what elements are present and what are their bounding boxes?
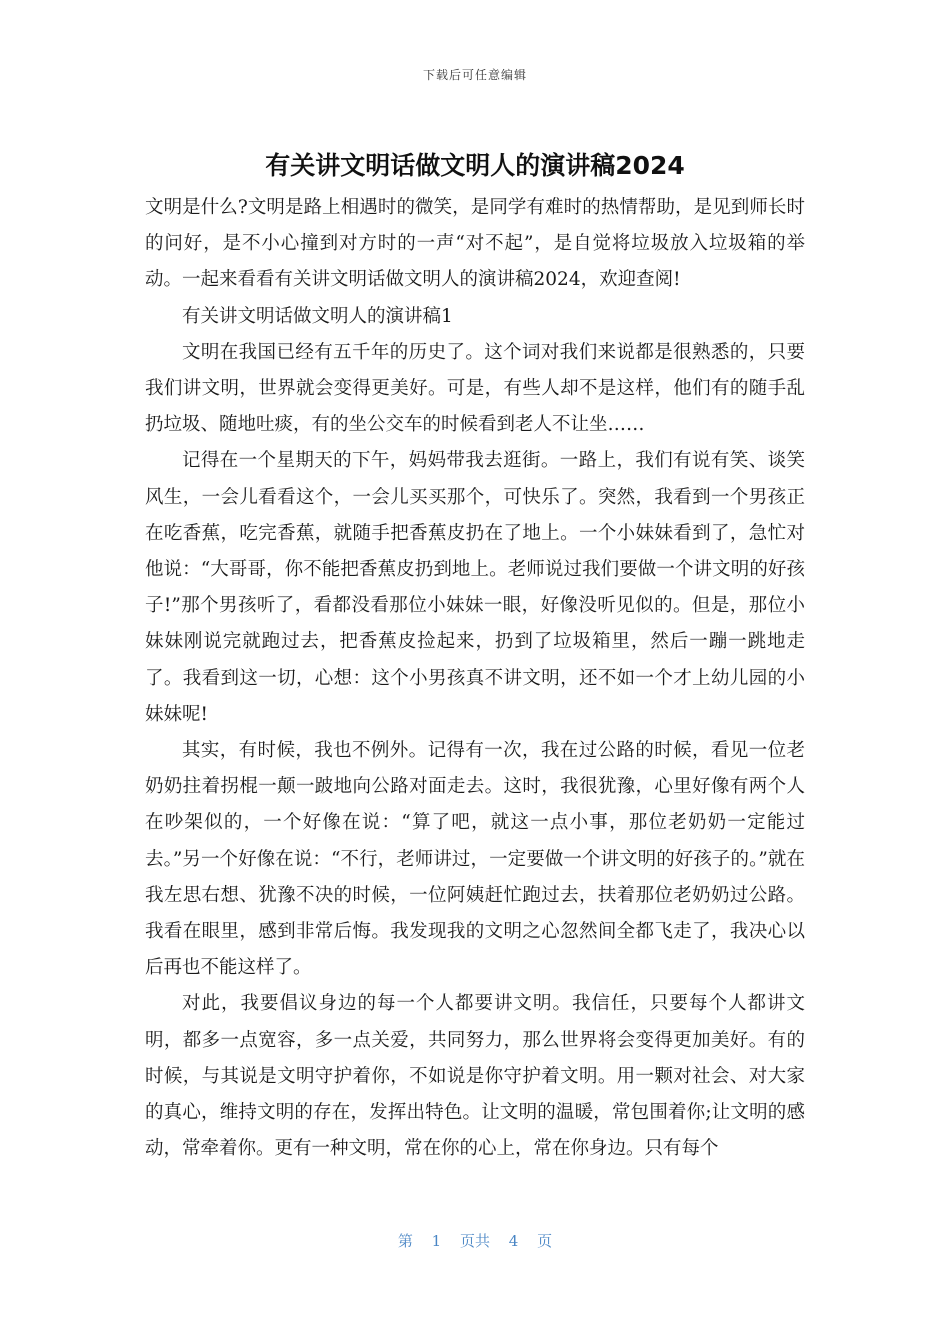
- page-number-footer: 第 1 页共 4 页: [397, 1232, 553, 1250]
- body-paragraph: 文明在我国已经有五千年的历史了。这个词对我们来说都是很熟悉的，只要我们讲文明，世界就会变得更美好。可是，有些人却不是这样，他们有的随手乱扔垃圾、随地吐痰，有的坐公交车的时候看到老人不让坐……: [145, 341, 805, 436]
- body-paragraph: 对此，我要倡议身边的每一个人都要讲文明。我信任，只要每个人都讲文明，都多一点宽容，多一点关爱，共同努力，那么世界将会变得更加美好。有的时候，与其说是文明守护着你，不如说是你守护着文明。用一颗对社会、对大家的真心，维持文明的存在，发挥出特色。让文明的温暖，常包围着你;让文明的感动，常牵着你。更有一种文明，常在你的心上，常在你身边。只有每个: [145, 993, 805, 1160]
- document-body: [145, 190, 805, 1167]
- body-paragraph: 其实，有时候，我也不例外。记得有一次，我在过公路的时候，看见一位老奶奶拄着拐棍一颠一跛地向公路对面走去。这时，我很犹豫，心里好像有两个人在吵架似的，一个好像在说：“算了吧，就这一点小事，那位老奶奶一定能过去。”另一个好像在说：“不行，老师讲过，一定要做一个讲文明的好孩子的。”就在我左思右想、犹豫不决的时候，一位阿姨赶忙跑过去，扶着那位老奶奶过公路。我看在眼里，感到非常后悔。我发现我的文明之心忽然间全都飞走了，我决心以后再也不能这样了。: [145, 740, 805, 979]
- body-paragraph: 记得在一个星期天的下午，妈妈带我去逛街。一路上，我们有说有笑、谈笑风生，一会儿看看这个，一会儿买买那个，可快乐了。突然，我看到一个男孩正在吃香蕉，吃完香蕉，就随手把香蕉皮扔在了地上。一个小妹妹看到了，急忙对他说：“大哥哥，你不能把香蕉皮扔到地上。老师说过我们要做一个讲文明的好孩子!”那个男孩听了，看都没看那位小妹妹一眼，好像没听见似的。但是，那位小妹妹刚说完就跑过去，把香蕉皮捡起来，扔到了垃圾箱里，然后一蹦一跳地走了。我看到这一切，心想：这个小男孩真不讲文明，还不如一个才上幼儿园的小妹妹呢!: [145, 450, 805, 725]
- document-title: 有关讲文明话做文明人的演讲稿2024: [265, 151, 685, 180]
- section-heading: 有关讲文明话做文明人的演讲稿1: [182, 305, 453, 327]
- intro-paragraph: 文明是什么?文明是路上相遇时的微笑，是同学有难时的热情帮助，是见到师长时的问好，是不小心撞到对方时的一声“对不起”，是自觉将垃圾放入垃圾箱的举动。一起来看看有关讲文明话做文明人的演讲稿2024，欢迎查阅!: [145, 197, 805, 291]
- page-header-note: 下载后可任意编辑: [422, 68, 527, 82]
